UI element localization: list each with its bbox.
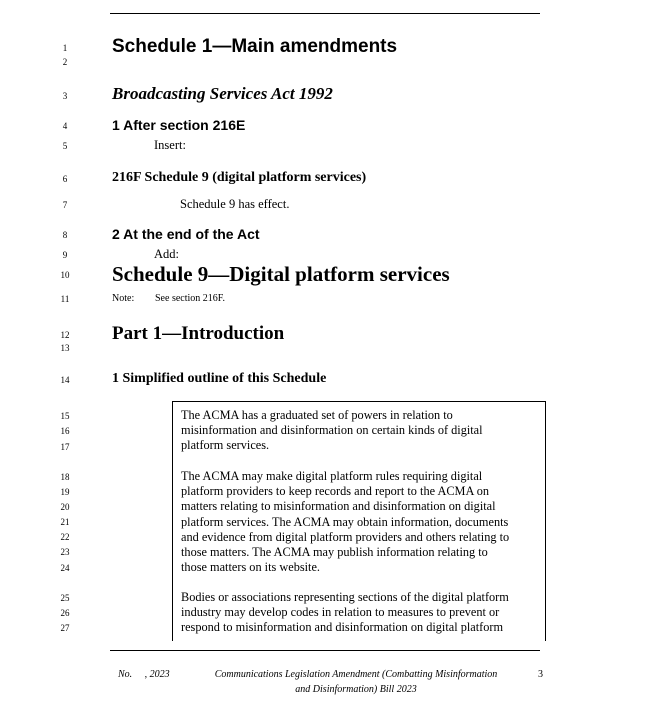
item-1-heading: 1 After section 216E xyxy=(112,117,246,133)
line-number: 9 xyxy=(62,250,68,260)
line-number: 4 xyxy=(62,121,68,131)
bill-number: No. , 2023 xyxy=(118,669,170,680)
line-number: 22 xyxy=(60,532,70,542)
line-number: 25 xyxy=(60,593,70,603)
item-1-instruction: Insert: xyxy=(154,138,186,152)
line-number: 14 xyxy=(60,375,70,385)
outline-line: platform services. The ACMA may obtain information, documents xyxy=(181,514,509,529)
line-number: 8 xyxy=(62,230,68,240)
line-number: 18 xyxy=(60,472,70,482)
line-number: 6 xyxy=(62,174,68,184)
outline-line: those matters on its website. xyxy=(181,560,321,575)
bill-title-line: and Disinformation) Bill 2023 xyxy=(295,684,417,695)
outline-line: those matters. The ACMA may publish information relating to xyxy=(181,545,488,560)
line-number: 13 xyxy=(60,343,70,353)
act-title: Broadcasting Services Act 1992 xyxy=(112,84,333,103)
part-1-heading: Part 1—Introduction xyxy=(112,323,285,344)
outline-paragraph xyxy=(181,590,541,636)
line-number: 5 xyxy=(62,141,68,151)
outline-line: platform providers to keep records and report to the ACMA on xyxy=(181,484,490,499)
line-number: 10 xyxy=(60,270,70,280)
line-number: 15 xyxy=(60,411,70,421)
schedule-heading: Schedule 1—Main amendments xyxy=(112,36,398,57)
outline-line: The ACMA may make digital platform rules requiring digital xyxy=(181,469,483,483)
line-number: 7 xyxy=(62,200,68,210)
line-number: 24 xyxy=(60,563,70,573)
line-number: 21 xyxy=(60,517,70,527)
line-number: 27 xyxy=(60,623,70,633)
outline-line: Bodies or associations representing sections of the digital platform xyxy=(181,590,509,604)
page-number: 3 xyxy=(538,669,543,680)
line-number: 16 xyxy=(60,426,70,436)
line-number: 11 xyxy=(60,294,70,304)
outline-line: respond to misinformation and disinformation on digital platform xyxy=(181,620,504,635)
outline-paragraph xyxy=(181,469,541,575)
line-number: 19 xyxy=(60,487,70,497)
line-number: 2 xyxy=(62,57,68,67)
item-2-instruction: Add: xyxy=(154,247,179,261)
bill-title-line: Communications Legislation Amendment (Combatting Misinformation xyxy=(214,669,498,680)
outline-line: matters relating to misinformation and disinformation on digital xyxy=(181,499,496,514)
line-number: 26 xyxy=(60,608,70,618)
outline-line: and evidence from digital platform providers and others relating to xyxy=(181,529,510,544)
simplified-outline-box xyxy=(172,401,546,641)
footer-rule xyxy=(110,650,540,651)
outline-line: platform services. xyxy=(181,438,270,453)
schedule-9-heading: Schedule 9—Digital platform services xyxy=(112,262,450,286)
line-number: 20 xyxy=(60,502,70,512)
outline-heading: 1 Simplified outline of this Schedule xyxy=(112,371,327,386)
outline-line: industry may develop codes in relation to measures to prevent or xyxy=(181,605,500,620)
line-number: 3 xyxy=(62,91,68,101)
note-text: See section 216F. xyxy=(155,293,226,304)
bill-title xyxy=(196,667,516,697)
note-label: Note: xyxy=(112,293,135,304)
line-number: 23 xyxy=(60,547,70,557)
section-216f-heading: 216F Schedule 9 (digital platform services) xyxy=(112,170,367,185)
note xyxy=(112,293,225,305)
line-number: 17 xyxy=(60,442,70,452)
top-rule xyxy=(110,13,540,14)
section-216f-text: Schedule 9 has effect. xyxy=(180,197,290,211)
outline-line: The ACMA has a graduated set of powers in relation to xyxy=(181,408,453,422)
outline-line: misinformation and disinformation on certain kinds of digital xyxy=(181,423,483,438)
item-2-heading: 2 At the end of the Act xyxy=(112,226,260,242)
outline-paragraph xyxy=(181,408,541,454)
line-number: 12 xyxy=(60,330,70,340)
line-number: 1 xyxy=(62,43,68,53)
